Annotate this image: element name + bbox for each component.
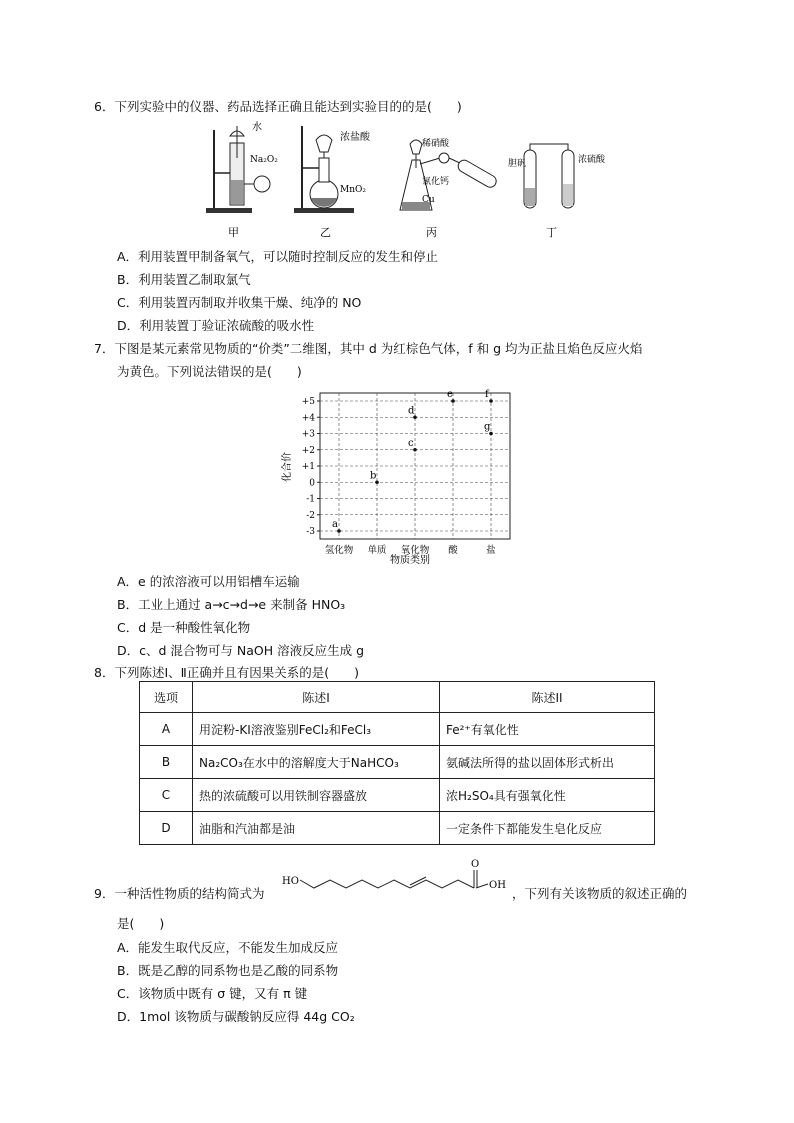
y-tick-label: +3	[301, 429, 315, 440]
q9-stem-line1-tail: ，下列有关该物质的叙述正确的	[512, 886, 688, 901]
apparatus-bing	[400, 137, 498, 239]
y-tick-label: +1	[301, 462, 315, 472]
row-statement-1: Na₂CO₃在水中的溶解度大于NaHCO₃	[193, 746, 440, 779]
data-point-c	[413, 448, 417, 452]
bing-label-hno3: 稀硝酸	[422, 139, 450, 149]
q6-stem: 6．下列实验中的仪器、药品选择正确且能达到实验目的的是( )	[94, 99, 462, 114]
row-option: D	[140, 812, 193, 845]
bing-label-cacl2: 氯化钙	[422, 177, 450, 187]
y-tick-label: 0	[309, 478, 315, 489]
apparatus-ding	[508, 144, 606, 239]
table-row	[140, 746, 655, 779]
q6-apparatus-figure	[200, 118, 606, 240]
q9-option-c: C．该物质中既有 σ 键，又有 π 键	[117, 986, 308, 1001]
structure-o-label: O	[471, 859, 480, 870]
apparatus-jia	[206, 120, 278, 239]
data-point-label-g: g	[484, 421, 491, 433]
row-statement-1: 用淀粉-KI溶液鉴别FeCl₂和FeCl₃	[193, 713, 440, 746]
q9-option-b: B．既是乙醇的同系物也是乙酸的同系物	[117, 963, 339, 978]
q8-table	[139, 681, 655, 845]
ding-label-danfan: 胆矾	[508, 159, 527, 169]
q7-stem-line2: 为黄色。下列说法错误的是( )	[117, 364, 302, 379]
q7-stem-line1: 7．下图是某元素常见物质的“价类”二维图，其中 d 为红棕色气体，f 和 g 均为正盐且焰色反应火焰	[94, 341, 643, 356]
q7-option-a: A．e 的浓溶液可以用铝槽车运输	[117, 574, 300, 589]
q7-option-b: B．工业上通过 a→c→d→e 来制备 HNO₃	[117, 597, 346, 612]
table-row	[140, 812, 655, 845]
table-header-row	[140, 682, 655, 713]
bing-label-cu: Cu	[422, 195, 435, 205]
row-option: C	[140, 779, 193, 812]
row-statement-1: 油脂和汽油都是油	[193, 812, 440, 845]
x-tick-label: 氧化物	[400, 545, 430, 556]
data-point-label-e: e	[447, 389, 453, 400]
table-row	[140, 713, 655, 746]
header-option: 选项	[140, 682, 193, 713]
ding-label-h2so4: 浓硫酸	[578, 155, 606, 165]
row-option: A	[140, 713, 193, 746]
header-statement-2: 陈述II	[440, 682, 655, 713]
q7-valence-class-chart	[280, 383, 520, 569]
q9-stem-line1: 9．一种活性物质的结构简式为	[94, 886, 265, 901]
y-tick-label: +2	[301, 445, 315, 456]
x-tick-label: 酸	[448, 545, 458, 556]
y-tick-label: +4	[301, 413, 315, 424]
q7-option-c: C．d 是一种酸性氧化物	[117, 620, 251, 635]
yi-label-hcl: 浓盐酸	[340, 132, 370, 143]
structure-ho-label: HO	[282, 876, 299, 887]
q9-stem-line2: 是( )	[117, 916, 165, 931]
x-tick-label: 氢化物	[324, 545, 354, 556]
q9-structure-formula	[280, 856, 512, 898]
row-statement-1: 热的浓硫酸可以用铁制容器盛放	[193, 779, 440, 812]
data-point-label-b: b	[370, 470, 377, 482]
q7-option-d: D．c、d 混合物可与 NaOH 溶液反应生成 g	[117, 643, 365, 658]
data-point-label-c: c	[408, 437, 414, 449]
q8-stem: 8．下列陈述Ⅰ、Ⅱ正确并且有因果关系的是( )	[94, 665, 360, 680]
q9-option-a: A．能发生取代反应，不能发生加成反应	[117, 940, 339, 955]
data-point-f	[489, 399, 493, 403]
yi-caption: 乙	[320, 226, 331, 239]
data-point-label-d: d	[408, 405, 415, 417]
row-statement-2: Fe²⁺有氧化性	[440, 713, 655, 746]
q6-option-d: D．利用装置丁验证浓硫酸的吸水性	[117, 318, 315, 333]
bing-caption: 丙	[426, 226, 437, 239]
chart-xlabel: 物质类别	[390, 555, 430, 566]
row-statement-2: 一定条件下都能发生皂化反应	[440, 812, 655, 845]
jia-label-na2o2: Na₂O₂	[250, 155, 278, 165]
q6-option-a: A．利用装置甲制备氧气，可以随时控制反应的发生和停止	[117, 249, 439, 264]
table-row	[140, 779, 655, 812]
x-tick-label: 单质	[367, 545, 387, 556]
q9-option-d: D．1mol 该物质与碳酸钠反应得 44g CO₂	[117, 1009, 355, 1024]
data-point-label-a: a	[332, 519, 338, 530]
structure-oh-label: OH	[489, 880, 506, 891]
chart-ylabel: 化合价	[282, 452, 293, 482]
jia-label-water: 水	[252, 122, 262, 133]
jia-caption: 甲	[228, 226, 239, 239]
yi-label-mno2: MnO₂	[340, 185, 366, 195]
apparatus-yi	[294, 126, 371, 239]
q6-option-c: C．利用装置丙制取并收集干燥、纯净的 NO	[117, 295, 362, 310]
q6-option-b: B．利用装置乙制取氯气	[117, 272, 251, 287]
ding-caption: 丁	[546, 226, 557, 239]
data-point-label-f: f	[485, 389, 489, 400]
y-tick-label: +5	[301, 397, 315, 407]
y-tick-label: -2	[306, 510, 315, 521]
y-tick-label: -3	[306, 527, 315, 537]
row-statement-2: 浓H₂SO₄具有强氧化性	[440, 779, 655, 812]
x-tick-label: 盐	[486, 545, 496, 556]
header-statement-1: 陈述I	[193, 682, 440, 713]
y-tick-label: -1	[306, 494, 315, 505]
row-statement-2: 氨碱法所得的盐以固体形式析出	[440, 746, 655, 779]
row-option: B	[140, 746, 193, 779]
